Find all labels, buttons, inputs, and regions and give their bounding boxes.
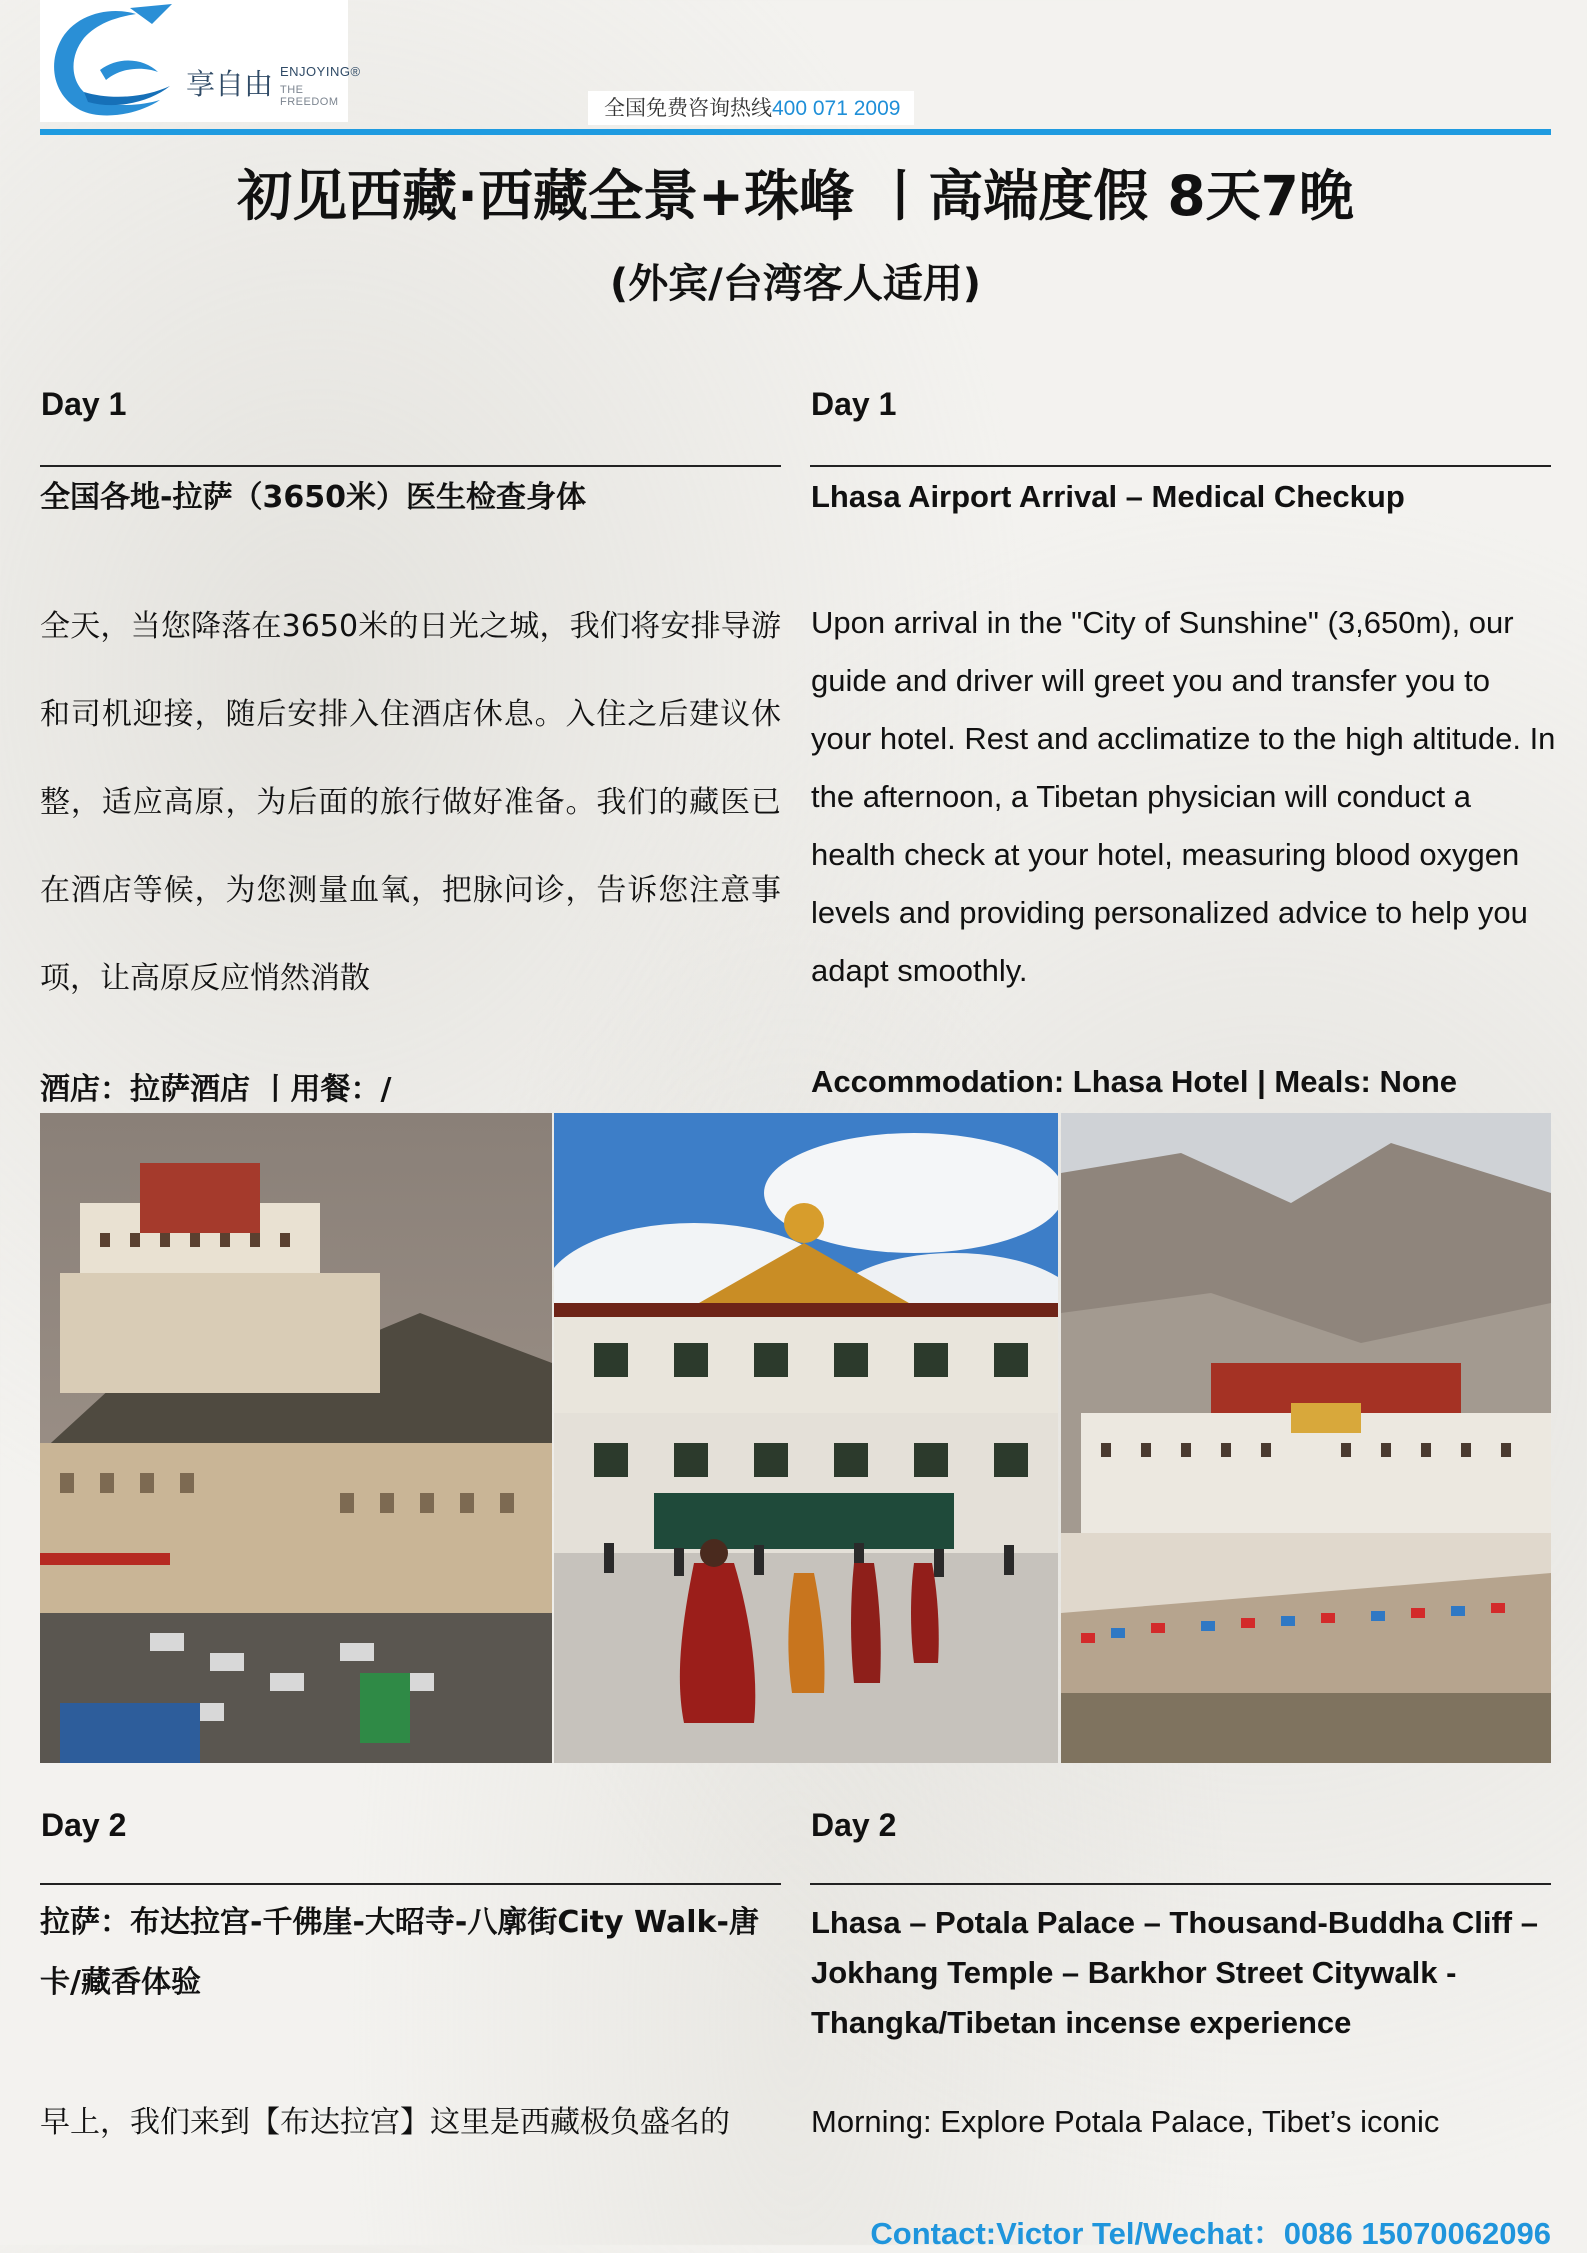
photo-jokhang-temple [554,1113,1058,1763]
day-1-meta-cn: 酒店：拉萨酒店 丨用餐：/ [40,1072,392,1107]
photo-potala-mountain [1061,1113,1551,1763]
contact-info[interactable]: Contact:Victor Tel/Wechat：0086 15070062096 [870,2216,1551,2251]
day-1-label-cn: Day 1 [41,386,127,422]
day-1-label-en: Day 1 [811,386,897,422]
day-2-rule-cn [40,1883,781,1885]
day-1-heading-en: Lhasa Airport Arrival – Medical Checkup [811,479,1405,514]
day-1-rule-cn [40,465,781,467]
day-1-heading-cn: 全国各地-拉萨（3650米）医生检查身体 [40,480,586,515]
hotline [588,91,914,125]
day-2-label-en: Day 2 [811,1807,897,1843]
header-rule [40,129,1551,135]
day-1-body-en: Upon arrival in the "City of Sunshine" (3,650m), our guide and driver will greet you and transfer you to your hotel. Rest and acclimatize to the high altitude. In the afternoon, a Tibetan physician will conduct a health check at your hotel, measuring blood oxygen levels and providing personalized advice to help you adapt smoothly. [811,605,1556,988]
logo-tagline: THE FREEDOM [280,84,339,108]
brand-logo [40,0,361,122]
photo-potala-city [40,1113,552,1763]
hotline-label: 全国免费咨询热线 [604,96,772,120]
page-title: 初见西藏·西藏全景+珠峰 丨高端度假 8天7晚 [237,164,1354,228]
dolphin-logo-icon [40,0,180,122]
day-2-heading-cn: 拉萨：布达拉宫-千佛崖-大昭寺-八廓街City Walk-唐卡/藏香体验 [40,1905,759,2000]
day-2-body-en: Morning: Explore Potala Palace, Tibet’s iconic [811,2104,1440,2139]
day-2-heading-en: Lhasa – Potala Palace – Thousand-Buddha Cliff – Jokhang Temple – Barkhor Street Citywalk - Thangka/Tibetan incense experience [811,1905,1538,2040]
day-1-rule-en [810,465,1551,467]
day-1-meta-en: Accommodation: Lhasa Hotel | Meals: None [811,1064,1457,1099]
day-1-body-cn: 全天，当您降落在3650米的日光之城，我们将安排导游和司机迎接，随后安排入住酒店休息。入住之后建议休整，适应高原，为后面的旅行做好准备。我们的藏医已在酒店等候，为您测量血氧，把脉问诊，告诉您注意事项，让高原反应悄然消散 [40,609,781,996]
day-2-label-cn: Day 2 [41,1807,127,1843]
logo-text-cn: 享自由 [186,67,274,101]
logo-text-en: ENJOYING® [280,64,361,79]
day-2-rule-en [810,1883,1551,1885]
hotline-number[interactable]: 400 071 2009 [772,97,901,120]
day-2-body-cn: 早上，我们来到【布达拉宫】这里是西藏极负盛名的 [40,2105,730,2140]
page-subtitle: (外宾/台湾客人适用) [609,261,982,307]
